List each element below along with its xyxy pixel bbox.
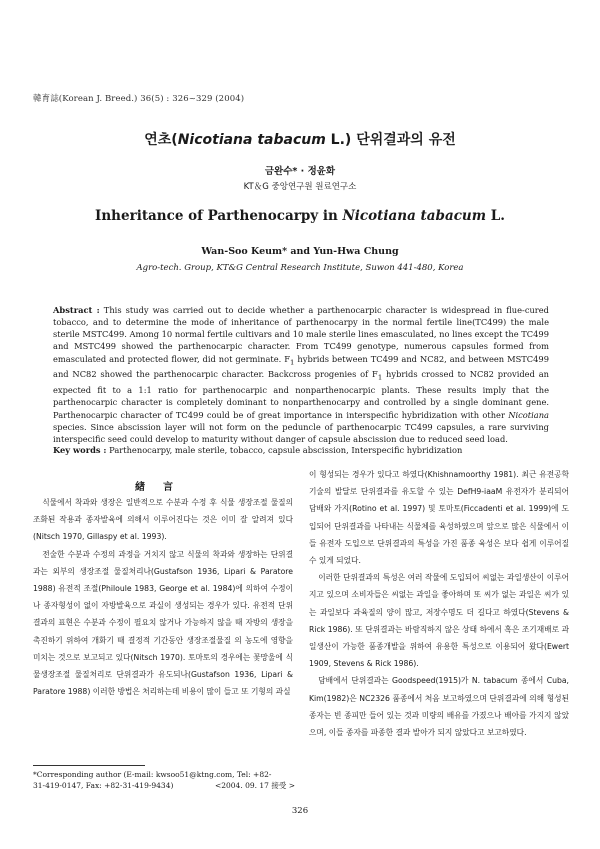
footnote-line-1: *Corresponding author (E-mail: kwsoo51@ktng.com, Tel: +82-	[33, 770, 272, 779]
korean-title-species: Nicotiana tabacum	[177, 132, 326, 148]
keywords-text: Parthenocarpy, male sterile, tobacco, capsule abscission, Interspecific hybridization	[106, 445, 463, 455]
english-title-post: L.	[486, 208, 505, 224]
abstract-subscript-1: 1	[290, 358, 295, 367]
english-title-pre: Inheritance of Parthenocarpy in	[95, 208, 343, 224]
abstract-genus: Nicotiana	[508, 409, 549, 420]
korean-authors: 금완수* · 정윤화	[264, 166, 336, 177]
paragraph: 이 형성되는 경우가 있다고 하였다(Khishnamoorthy 1981). 최근 유전공학기술의 발달로 단위결과를 유도할 수 있는 DefH9-iaaM 유전자가 분리되어 담배와 가지(Rotino et al. 1997) 및 토마토(Ficcadenti et al. 1999)에 도입되어 단위결과를 나타내는 식물체를 육성하였으며 앞으로 많은 식물에서 이들 유전자 도입으로 단위결과의 특성을 가진 품종 육성은 보다 쉽게 이루어질 수 있게 되었다.	[309, 470, 569, 566]
corresponding-author-footnote	[33, 769, 295, 791]
abstract-label: Abstract :	[53, 305, 100, 315]
footnote-rule	[33, 765, 145, 766]
paragraph: 전술한 수분과 수정의 과정을 거치지 않고 식물의 착과와 생장하는 단위결과는 외부의 생장조절 물질처리나(Gustafson 1936, Lipari & Paratore 1988) 유전적 조절(Philoule 1983, George et al. 1984)에 의하여 수정이나 종자형성이 없이 자방발육으로 과실이 생성되는 경우가 있다. 유전적 단위결과의 표현은 수분과 수정이 필요치 않거나 가능하지 않을 때 자방의 생장을 촉진하기 위하여 개화기 때 결정적 기간동안 생장조절물질 의 농도에 영향을 미치는 것으로 보고되고 있다(Nitsch 1970). 토마토의 경우에는 꽃망울에 식물생장조절 물질처리로 단위결과가 유도되나(Gustafson 1936, Lipari & Paratore 1988) 이러한 방법은 처리하는데 비용이 많이 들고 또 기형의 과실	[33, 549, 293, 697]
body-column-left	[33, 494, 293, 700]
footnote-contact: 31-419-0147, Fax: +82-31-419-9434)	[33, 781, 174, 790]
english-title-species: Nicotiana tabacum	[342, 208, 487, 224]
abstract-text-b: hybrids between TC499 and NC82, and between MSTC499 and NC82 showed the parthenocarpic character. Backcross progenies of F	[53, 353, 549, 380]
abstract	[53, 304, 549, 445]
english-affiliation: Agro-tech. Group, KT&G Central Research Institute, Suwon 441-480, Korea	[136, 263, 464, 273]
received-date: <2004. 09. 17 接受 >	[214, 781, 295, 790]
journal-citation: 韓育誌(Korean J. Breed.) 36(5) : 326~329 (2004)	[33, 94, 245, 104]
paragraph: 이러한 단위결과의 특성은 여러 작물에 도입되어 씨없는 과일생산이 이루어지고 있으며 소비자들은 씨없는 과일을 좋아하며 또 씨가 없는 과일은 씨가 있는 과일보다 과육질의 양이 많고, 저장수명도 더 길다고 하였다(Stevens & Rick 1986). 또 단위결과는 바람직하지 않은 상태 하에서 혹은 조기재배로 과일생산이 가능한 품종개발을 위하여 유용한 특성으로 이용되어 왔다(Ewert 1909, Stevens & Rick 1986).	[309, 573, 569, 669]
paragraph: 식물에서 착과와 생장은 일반적으로 수분과 수정 후 식물 생장조절 물질의 조화된 작용과 종자발육에 의해서 이루어진다는 것은 이미 잘 알려져 있다(Nitsch 1970, Gillaspy et al. 1993).	[33, 498, 293, 542]
keywords-label: Key words :	[53, 445, 107, 455]
english-title	[0, 208, 600, 224]
english-authors: Wan-Soo Keum* and Yun-Hwa Chung	[201, 246, 399, 257]
korean-title-post: L.) 단위결과의 유전	[325, 132, 456, 148]
keywords	[53, 444, 549, 456]
korean-affiliation: KT＆G 중앙연구원 원료연구소	[243, 182, 357, 192]
korean-title-pre: 연초(	[144, 132, 178, 148]
abstract-text-c: hybrids crossed to NC82 provided an expected fit to a 1:1 ratio for parthenocarpic and nonparthenocarpic plants. These results imply that the parthenocarpic character is completely dominant to nonparthenocarpy and controlled by a single dominant gene. Parthenocarpic character of TC499 could be of great importance in interspecific hybridization with other	[53, 369, 549, 420]
paragraph: 담배에서 단위결과는 Goodspeed(1915)가 N. tabacum 종에서 Cuba, Kim(1982)은 NC2326 품종에서 처음 보고하였으며 단위결과에 의해 형성된 종자는 빈 종피만 들어 있는 것과 미량의 배유를 가졌으나 배아를 가지지 않았으며, 이들 종자를 파종한 결과 발아가 되지 않았다고 보고하였다.	[309, 676, 569, 738]
body-column-right	[309, 466, 569, 741]
abstract-text-a: This study was carried out to decide whether a parthenocarpic character is widespread in flue-cured tobacco, and to determine the mode of inheritance of parthenocarpy in the normal fertile line(TC499) the male sterile MSTC499. Among 10 normal fertile cultivars and 10 male sterile lines emasculated, no lines except the TC499 and MSTC499 showed the parthenocarpic character. From TC499 genotype, numerous capsules formed from emasculated and protected flower, did not germinate. F	[53, 305, 549, 364]
korean-title	[0, 129, 600, 149]
section-heading-introduction: 緖言	[135, 482, 191, 493]
abstract-subscript-2: 1	[377, 374, 383, 383]
abstract-text-d: species. Since abscission layer will not form on the peduncle of parthenocarpic TC499 capsules, a rare surviving interspecific seed could develop to maturity without danger of capsule abscission due to reduced seed load.	[53, 421, 549, 444]
footnote-line-2	[33, 780, 295, 791]
page-number: 326	[291, 806, 309, 816]
